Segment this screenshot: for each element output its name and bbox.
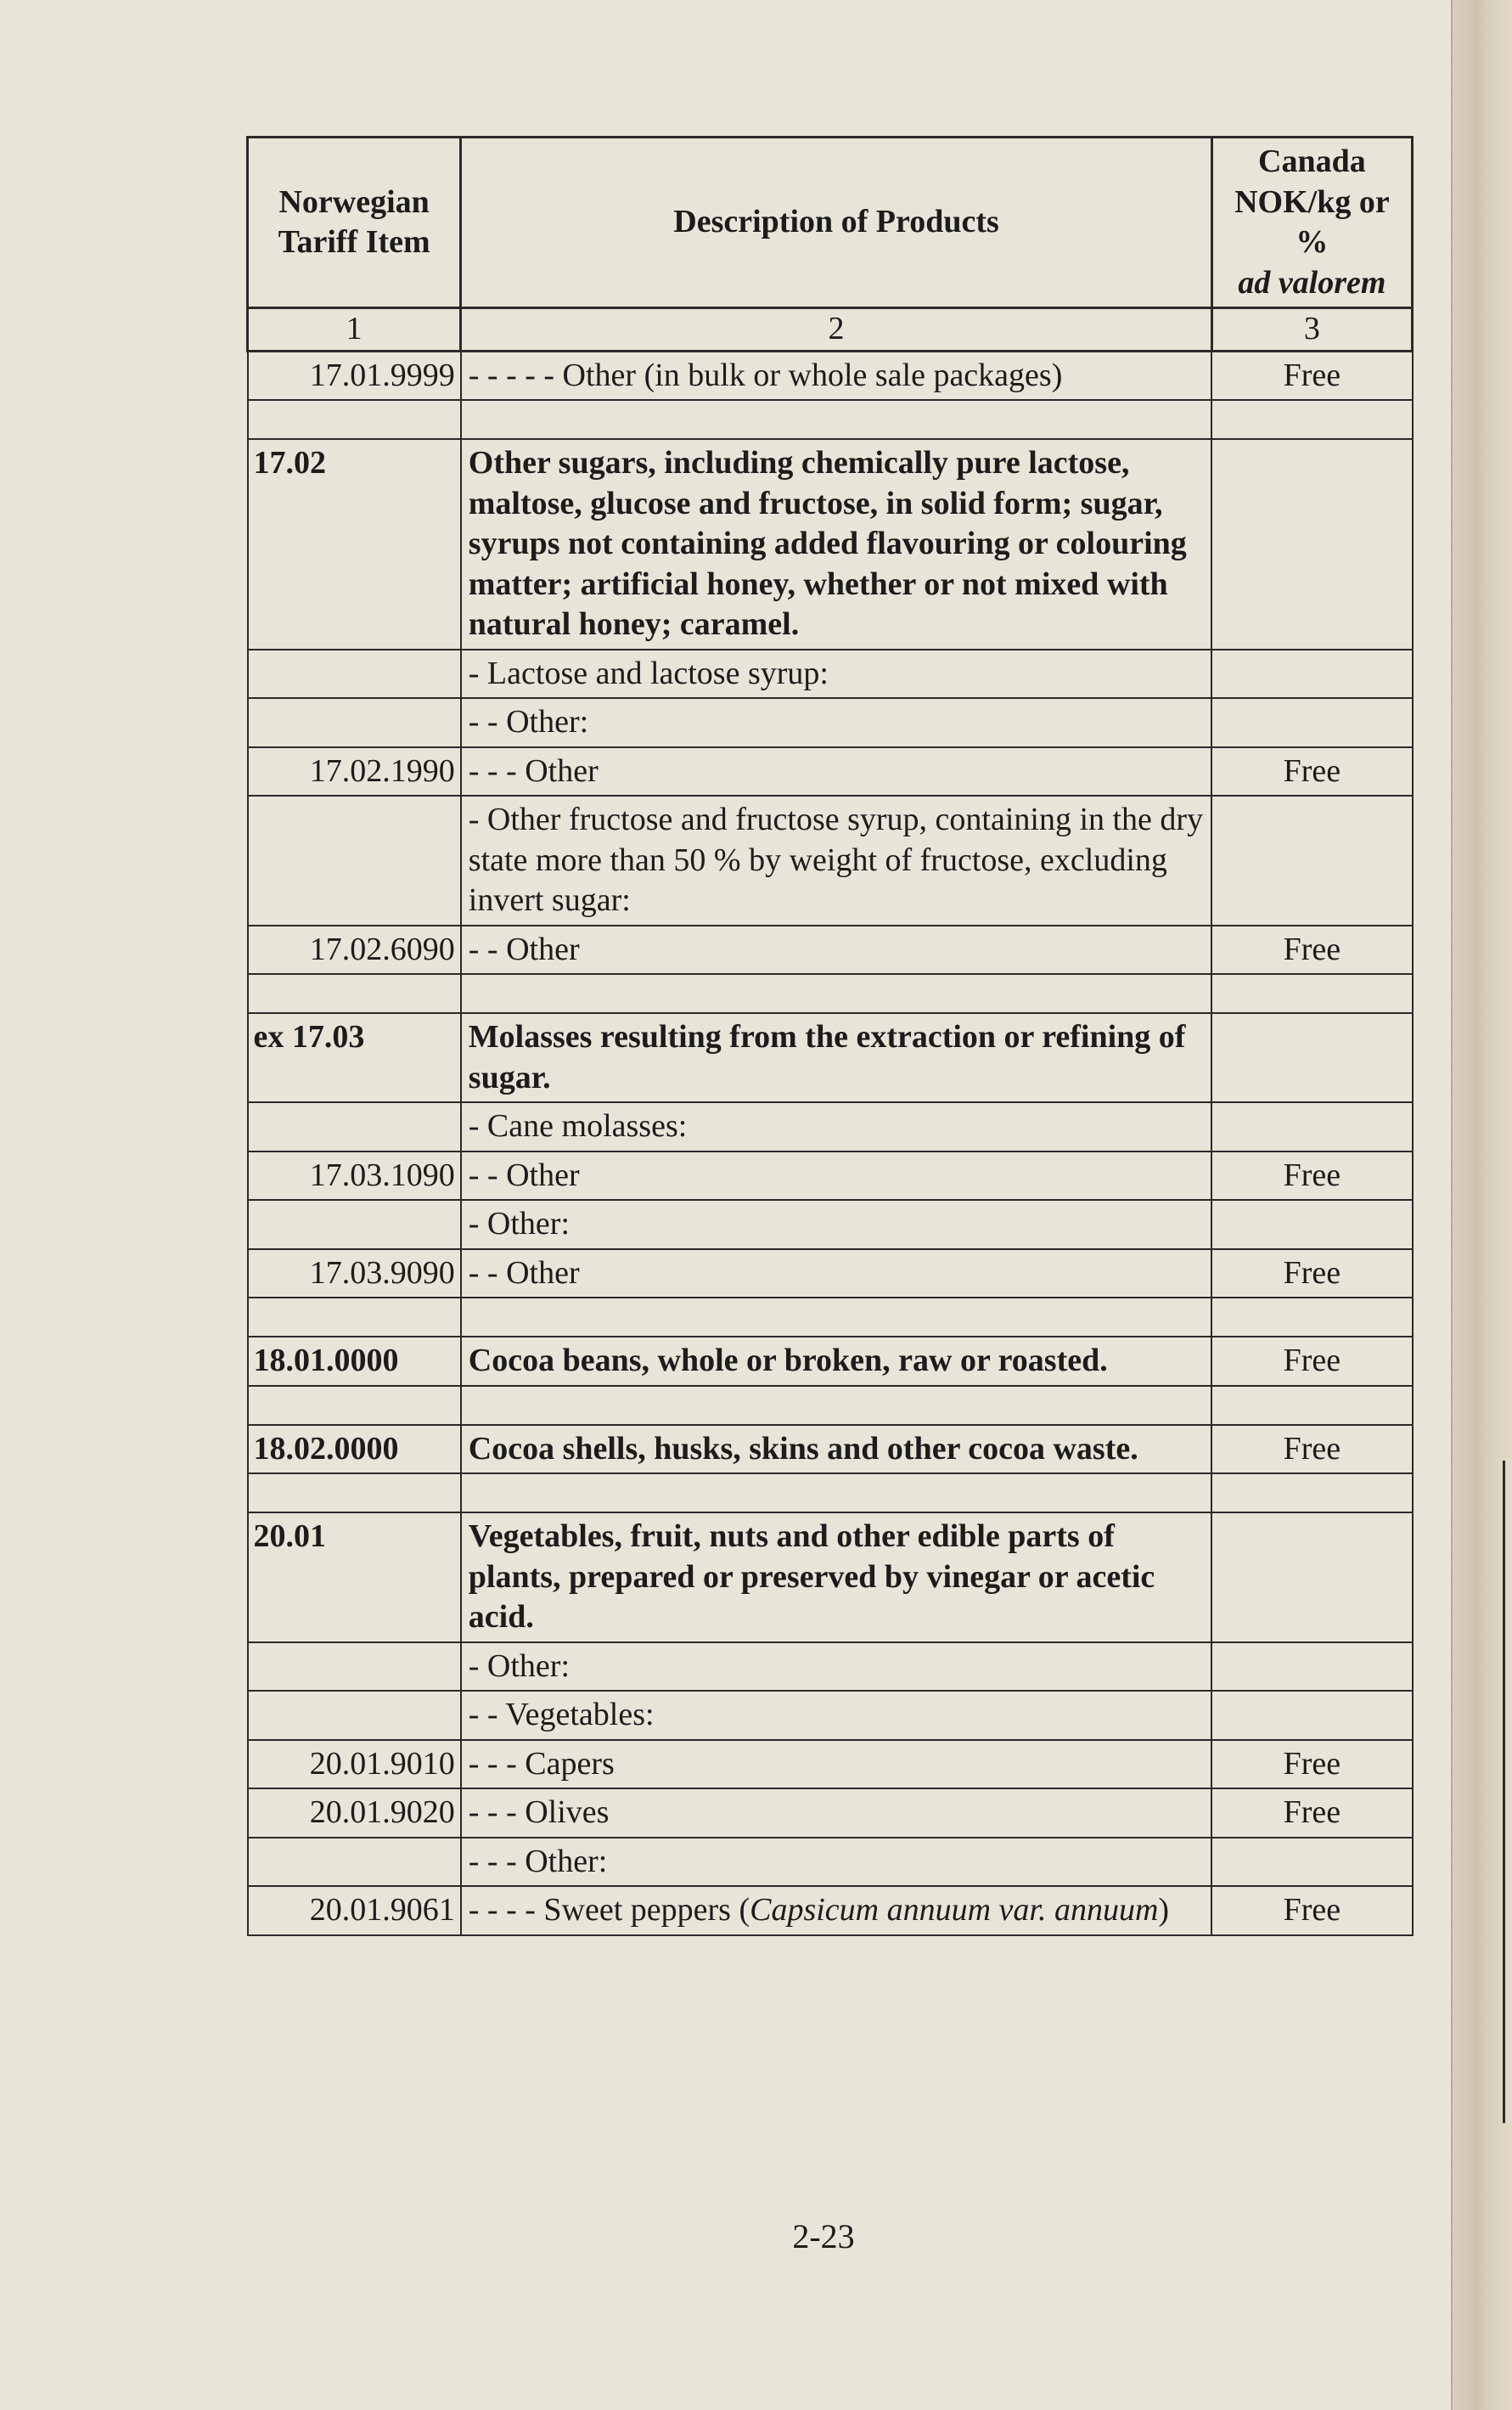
rate <box>1211 1691 1412 1740</box>
table-row <box>248 1249 1413 1298</box>
rate <box>1211 1642 1412 1692</box>
table-row <box>248 1013 1413 1102</box>
rate: Free <box>1211 747 1412 797</box>
spacer-row <box>248 974 1413 1013</box>
table-row <box>248 796 1413 926</box>
table-row <box>248 1337 1413 1386</box>
product-description: - Other fructose and fructose syrup, containing in the dry state more than 50 % by weight of fructose, excluding invert sugar: <box>461 796 1212 926</box>
product-description: - Other: <box>461 1200 1212 1249</box>
rate <box>1211 1838 1412 1887</box>
product-description: Cocoa shells, husks, skins and other cocoa waste. <box>461 1425 1212 1474</box>
tariff-item: 20.01.9020 <box>248 1788 461 1838</box>
spacer-row <box>248 1298 1413 1337</box>
product-description: - Cane molasses: <box>461 1102 1212 1152</box>
product-description: Cocoa beans, whole or broken, raw or roasted. <box>461 1337 1212 1386</box>
header-tariff-item: Norwegian Tariff Item <box>248 138 461 308</box>
tariff-item: 20.01.9061 <box>248 1886 461 1935</box>
table-row <box>248 439 1413 650</box>
table-row <box>248 1788 1413 1838</box>
rate: Free <box>1211 1152 1412 1201</box>
table-row <box>248 1425 1413 1474</box>
product-description: - Other: <box>461 1642 1212 1692</box>
product-description: - - - Other: <box>461 1838 1212 1887</box>
product-description: - - - Olives <box>461 1788 1212 1838</box>
product-description: - - - Capers <box>461 1740 1212 1789</box>
column-number-2: 2 <box>461 308 1212 352</box>
product-description: - - - - - Other (in bulk or whole sale packages) <box>461 351 1212 400</box>
product-description: - - Vegetables: <box>461 1691 1212 1740</box>
rate: Free <box>1211 1740 1412 1789</box>
tariff-item <box>248 1200 461 1249</box>
table-row <box>248 926 1413 975</box>
rate <box>1211 1200 1412 1249</box>
tariff-item <box>248 1691 461 1740</box>
tariff-item <box>248 796 461 926</box>
tariff-item <box>248 1642 461 1692</box>
tariff-item: 20.01.9010 <box>248 1740 461 1789</box>
tariff-item <box>248 698 461 747</box>
header-rate-unit: Canada NOK/kg or % <box>1234 144 1390 260</box>
table-row <box>248 1691 1413 1740</box>
tariff-item <box>248 650 461 699</box>
column-number-3: 3 <box>1211 308 1412 352</box>
rate: Free <box>1211 1249 1412 1298</box>
product-description: - - Other: <box>461 698 1212 747</box>
table-row <box>248 1886 1413 1935</box>
product-description <box>461 1886 1212 1935</box>
table-row <box>248 650 1413 699</box>
table-row <box>248 1200 1413 1249</box>
description-prefix: - - - - Sweet peppers ( <box>468 1892 750 1928</box>
tariff-heading: 18.01.0000 <box>248 1337 461 1386</box>
rate: Free <box>1211 351 1412 400</box>
rate: Free <box>1211 1886 1412 1935</box>
tariff-item: 17.02.1990 <box>248 747 461 797</box>
tariff-heading: 20.01 <box>248 1512 461 1642</box>
rate: Free <box>1211 926 1412 975</box>
rate <box>1211 650 1412 699</box>
table-row <box>248 747 1413 797</box>
product-description: - - Other <box>461 926 1212 975</box>
rate: Free <box>1211 1425 1412 1474</box>
product-description: Molasses resulting from the extraction or refining of sugar. <box>461 1013 1212 1102</box>
tariff-item <box>248 1838 461 1887</box>
description-suffix: ) <box>1158 1892 1170 1928</box>
table-row <box>248 1152 1413 1201</box>
tariff-item: 17.03.9090 <box>248 1249 461 1298</box>
table-row <box>248 1740 1413 1789</box>
table-row <box>248 1838 1413 1887</box>
spacer-row <box>248 1473 1413 1512</box>
rate <box>1211 1013 1412 1102</box>
tariff-heading: ex 17.03 <box>248 1013 461 1102</box>
tariff-item: 17.01.9999 <box>248 351 461 400</box>
product-description: - - Other <box>461 1152 1212 1201</box>
rate <box>1211 796 1412 926</box>
header-row <box>248 138 1413 308</box>
product-description: - Lactose and lactose syrup: <box>461 650 1212 699</box>
product-description: Vegetables, fruit, nuts and other edible parts of plants, prepared or preserved by vinegar or acetic acid. <box>461 1512 1212 1642</box>
tariff-table <box>246 136 1414 1936</box>
tariff-item: 17.02.6090 <box>248 926 461 975</box>
header-rate <box>1211 138 1412 308</box>
product-description: - - Other <box>461 1249 1212 1298</box>
column-number-row <box>248 308 1413 352</box>
tariff-heading: 18.02.0000 <box>248 1425 461 1474</box>
page-edge-line <box>1503 1461 1505 2123</box>
product-description: - - - Other <box>461 747 1212 797</box>
header-rate-ad-valorem: ad valorem <box>1238 264 1386 301</box>
table-row <box>248 1642 1413 1692</box>
rate <box>1211 1102 1412 1152</box>
description-species: Capsicum annuum var. annuum <box>750 1892 1159 1928</box>
product-description: Other sugars, including chemically pure lactose, maltose, glucose and fructose, in solid form; sugar, syrups not containing added flavouring or colouring matter; artificial honey, whether or not mixed with natural honey; caramel. <box>461 439 1212 650</box>
table-row <box>248 351 1413 400</box>
tariff-item: 17.03.1090 <box>248 1152 461 1201</box>
rate <box>1211 1512 1412 1642</box>
tariff-heading: 17.02 <box>248 439 461 650</box>
rate <box>1211 439 1412 650</box>
table-row <box>248 1512 1413 1642</box>
spacer-row <box>248 1386 1413 1425</box>
page-number: 2-23 <box>792 2217 855 2255</box>
table-row <box>248 698 1413 747</box>
table-row <box>248 1102 1413 1152</box>
tariff-item <box>248 1102 461 1152</box>
rate: Free <box>1211 1788 1412 1838</box>
rate: Free <box>1211 1337 1412 1386</box>
spacer-row <box>248 400 1413 439</box>
rate <box>1211 698 1412 747</box>
header-description: Description of Products <box>461 138 1212 308</box>
column-number-1: 1 <box>248 308 461 352</box>
